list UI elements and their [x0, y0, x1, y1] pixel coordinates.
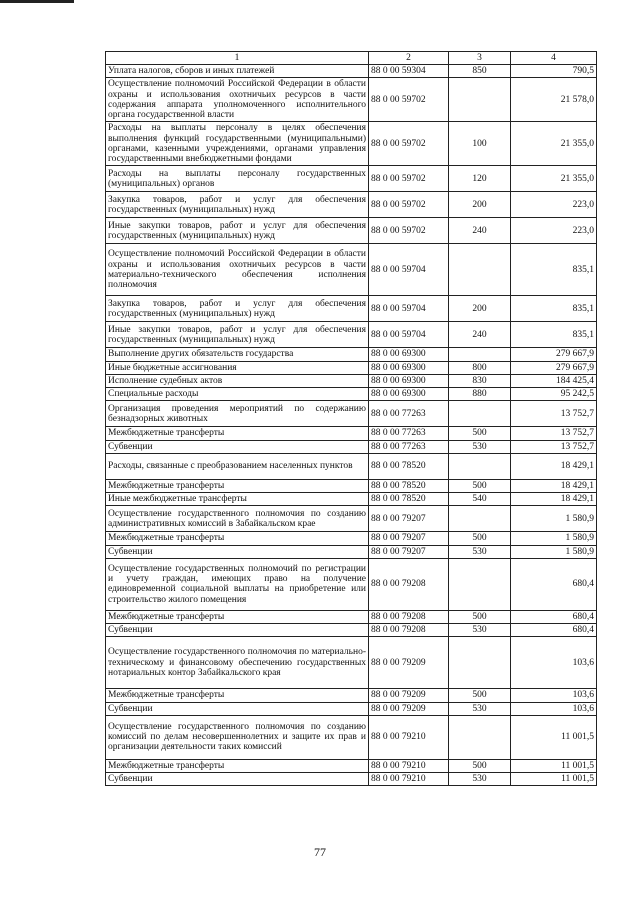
table-cell-code: 88 0 00 79209: [369, 637, 449, 689]
table-cell-sum: 95 242,5: [511, 388, 597, 401]
table-cell-type: 530: [449, 773, 511, 786]
table-cell-sum: 184 425,4: [511, 374, 597, 387]
table-cell-name: Межбюджетные трансферты: [106, 689, 369, 702]
table-cell-name: Осуществление государственного полномочия по созданию комиссий по делам несовершеннолетних и защите их прав и организации деятельности таких комиссий: [106, 715, 369, 759]
table-cell-type: 830: [449, 374, 511, 387]
table-cell-sum: 18 429,1: [511, 493, 597, 506]
table-cell-name: Иные бюджетные ассигнования: [106, 361, 369, 374]
table-cell-sum: 279 667,9: [511, 348, 597, 361]
table-cell-type: 540: [449, 493, 511, 506]
table-cell-sum: 223,0: [511, 192, 597, 218]
table-cell-name: Уплата налогов, сборов и иных платежей: [106, 65, 369, 78]
table-cell-name: Иные закупки товаров, работ и услуг для обеспечения государственных (муниципальных) нужд: [106, 218, 369, 244]
table-cell-name: Межбюджетные трансферты: [106, 759, 369, 772]
table-cell-type: 200: [449, 192, 511, 218]
table-cell-name: Расходы на выплаты персоналу в целях обеспечения выполнения функций государственными (муниципальными) органами, казенными учреждениями, органами управления государственными внебюджетными фондами: [106, 122, 369, 166]
table-cell-sum: 1 580,9: [511, 545, 597, 558]
table-cell-name: Выполнение других обязательств государства: [106, 348, 369, 361]
table-cell-name: Исполнение судебных актов: [106, 374, 369, 387]
column-header: 2: [369, 52, 449, 65]
table-cell-code: 88 0 00 79207: [369, 545, 449, 558]
table-cell-sum: 103,6: [511, 702, 597, 715]
table-cell-code: 88 0 00 79207: [369, 532, 449, 545]
table-cell-type: 530: [449, 545, 511, 558]
table-cell-code: 88 0 00 79208: [369, 610, 449, 623]
table-cell-type: 240: [449, 322, 511, 348]
table-cell-type: 530: [449, 624, 511, 637]
table-cell-type: 200: [449, 296, 511, 322]
table-cell-sum: 18 429,1: [511, 453, 597, 479]
table-cell-sum: 13 752,7: [511, 427, 597, 440]
table-cell-sum: 680,4: [511, 624, 597, 637]
table-cell-name: Расходы на выплаты персоналу государственных (муниципальных) органов: [106, 166, 369, 192]
table-row: [106, 65, 597, 78]
table-cell-code: 88 0 00 77263: [369, 401, 449, 427]
table-cell-name: Осуществление государственного полномочия по материально-техническому и финансовому обеспечению государственных нотариальных контор Забайкальского края: [106, 637, 369, 689]
table-cell-name: Организация проведения мероприятий по содержанию безнадзорных животных: [106, 401, 369, 427]
table-cell-sum: 680,4: [511, 610, 597, 623]
table-cell-sum: 21 578,0: [511, 78, 597, 122]
table-row: [106, 78, 597, 122]
table-row: [106, 166, 597, 192]
table-cell-sum: 680,4: [511, 558, 597, 610]
table-cell-type: [449, 244, 511, 296]
table-cell-name: Субвенции: [106, 702, 369, 715]
table-cell-sum: 13 752,7: [511, 440, 597, 453]
table-cell-name: Закупка товаров, работ и услуг для обеспечения государственных (муниципальных) нужд: [106, 296, 369, 322]
table-row: [106, 348, 597, 361]
table-cell-code: 88 0 00 77263: [369, 427, 449, 440]
table-cell-sum: 11 001,5: [511, 715, 597, 759]
table-cell-sum: 21 355,0: [511, 122, 597, 166]
table-row: [106, 506, 597, 532]
table-cell-code: 88 0 00 59702: [369, 218, 449, 244]
table-cell-sum: 223,0: [511, 218, 597, 244]
table-row: [106, 493, 597, 506]
table-row: [106, 637, 597, 689]
table-cell-sum: 790,5: [511, 65, 597, 78]
table-cell-code: 88 0 00 59702: [369, 78, 449, 122]
table-row: [106, 689, 597, 702]
table-cell-name: Межбюджетные трансферты: [106, 610, 369, 623]
table-cell-name: Осуществление полномочий Российской Федерации в области охраны и использования охотничьих ресурсов в части содержания аппарата уполномоченного исполнительного органа государственной власти: [106, 78, 369, 122]
table-row: [106, 322, 597, 348]
table-cell-code: 88 0 00 79210: [369, 773, 449, 786]
table-row: [106, 715, 597, 759]
table-cell-name: Субвенции: [106, 773, 369, 786]
table-cell-sum: 835,1: [511, 322, 597, 348]
table-row: [106, 610, 597, 623]
table-cell-name: Субвенции: [106, 545, 369, 558]
table-cell-code: 88 0 00 59702: [369, 122, 449, 166]
table-cell-name: Специальные расходы: [106, 388, 369, 401]
table-row: [106, 759, 597, 772]
table-cell-code: 88 0 00 78520: [369, 479, 449, 492]
table-cell-code: 88 0 00 79209: [369, 689, 449, 702]
table-cell-name: Межбюджетные трансферты: [106, 532, 369, 545]
table-cell-code: 88 0 00 59704: [369, 322, 449, 348]
table-cell-name: Осуществление полномочий Российской Федерации в области охраны и использования охотничьих ресурсов в части материально-технического обеспечения исполнения полномочия: [106, 244, 369, 296]
table-cell-code: 88 0 00 59304: [369, 65, 449, 78]
table-cell-code: 88 0 00 59704: [369, 244, 449, 296]
table-cell-code: 88 0 00 78520: [369, 493, 449, 506]
table-cell-type: [449, 453, 511, 479]
table-cell-code: 88 0 00 59704: [369, 296, 449, 322]
table-cell-type: 500: [449, 759, 511, 772]
table-cell-type: [449, 78, 511, 122]
table-cell-type: 500: [449, 610, 511, 623]
table-cell-sum: 103,6: [511, 689, 597, 702]
table-row: [106, 624, 597, 637]
table-row: [106, 427, 597, 440]
table-cell-code: 88 0 00 59702: [369, 166, 449, 192]
table-cell-type: 880: [449, 388, 511, 401]
column-header: 1: [106, 52, 369, 65]
table-body: [106, 65, 597, 786]
column-header: 4: [511, 52, 597, 65]
table-cell-type: 240: [449, 218, 511, 244]
table-row: [106, 532, 597, 545]
table-cell-code: 88 0 00 79207: [369, 506, 449, 532]
table-cell-code: 88 0 00 79209: [369, 702, 449, 715]
table-cell-type: 530: [449, 440, 511, 453]
table-cell-code: 88 0 00 69300: [369, 348, 449, 361]
table-cell-sum: 18 429,1: [511, 479, 597, 492]
table-cell-name: Межбюджетные трансферты: [106, 427, 369, 440]
table-cell-type: 100: [449, 122, 511, 166]
table-cell-code: 88 0 00 79208: [369, 624, 449, 637]
table-row: [106, 122, 597, 166]
table-cell-sum: 11 001,5: [511, 773, 597, 786]
table-cell-sum: 835,1: [511, 296, 597, 322]
table-cell-sum: 13 752,7: [511, 401, 597, 427]
column-header: 3: [449, 52, 511, 65]
table-cell-type: [449, 401, 511, 427]
table-row: [106, 218, 597, 244]
top-rule: [0, 0, 74, 3]
table-row: [106, 702, 597, 715]
table-row: [106, 440, 597, 453]
table-row: [106, 296, 597, 322]
table-cell-code: 88 0 00 77263: [369, 440, 449, 453]
table-cell-type: 530: [449, 702, 511, 715]
table-row: [106, 558, 597, 610]
table-row: [106, 401, 597, 427]
table-cell-code: 88 0 00 59702: [369, 192, 449, 218]
table-cell-name: Осуществление государственных полномочий по регистрации и учету граждан, имеющих право на получение единовременной социальной выплаты на приобретение или строительство жилого помещения: [106, 558, 369, 610]
table-cell-type: 800: [449, 361, 511, 374]
table-cell-type: 120: [449, 166, 511, 192]
table-cell-name: Иные закупки товаров, работ и услуг для обеспечения государственных (муниципальных) нужд: [106, 322, 369, 348]
table-row: [106, 361, 597, 374]
table-cell-name: Закупка товаров, работ и услуг для обеспечения государственных (муниципальных) нужд: [106, 192, 369, 218]
table-row: [106, 374, 597, 387]
table-cell-type: 500: [449, 479, 511, 492]
table-cell-type: [449, 506, 511, 532]
table-cell-code: 88 0 00 78520: [369, 453, 449, 479]
table-cell-name: Межбюджетные трансферты: [106, 479, 369, 492]
table-cell-type: 500: [449, 427, 511, 440]
table-cell-code: 88 0 00 79210: [369, 759, 449, 772]
table-cell-type: [449, 348, 511, 361]
table-cell-code: 88 0 00 69300: [369, 361, 449, 374]
table-cell-name: Иные межбюджетные трансферты: [106, 493, 369, 506]
table-cell-name: Осуществление государственного полномочия по созданию административных комиссий в Забайкальском крае: [106, 506, 369, 532]
table-cell-type: 500: [449, 532, 511, 545]
table-cell-code: 88 0 00 69300: [369, 374, 449, 387]
table-row: [106, 479, 597, 492]
table-cell-sum: 11 001,5: [511, 759, 597, 772]
table-cell-sum: 835,1: [511, 244, 597, 296]
table-cell-type: 850: [449, 65, 511, 78]
table-cell-sum: 21 355,0: [511, 166, 597, 192]
table-cell-sum: 1 580,9: [511, 506, 597, 532]
budget-table: [105, 51, 597, 786]
page-number: 77: [314, 845, 326, 859]
table-row: [106, 545, 597, 558]
table-cell-name: Расходы, связанные с преобразованием населенных пунктов: [106, 453, 369, 479]
table-cell-type: [449, 558, 511, 610]
table-header-row: [106, 52, 597, 65]
table-cell-sum: 1 580,9: [511, 532, 597, 545]
table-row: [106, 192, 597, 218]
table-cell-name: Субвенции: [106, 440, 369, 453]
table-cell-type: [449, 715, 511, 759]
table-cell-type: 500: [449, 689, 511, 702]
table-cell-sum: 279 667,9: [511, 361, 597, 374]
table-row: [106, 388, 597, 401]
table-cell-type: [449, 637, 511, 689]
table-cell-name: Субвенции: [106, 624, 369, 637]
table-cell-code: 88 0 00 69300: [369, 388, 449, 401]
table-row: [106, 244, 597, 296]
table-cell-code: 88 0 00 79210: [369, 715, 449, 759]
table-cell-sum: 103,6: [511, 637, 597, 689]
table-row: [106, 453, 597, 479]
table-cell-code: 88 0 00 79208: [369, 558, 449, 610]
table-row: [106, 773, 597, 786]
